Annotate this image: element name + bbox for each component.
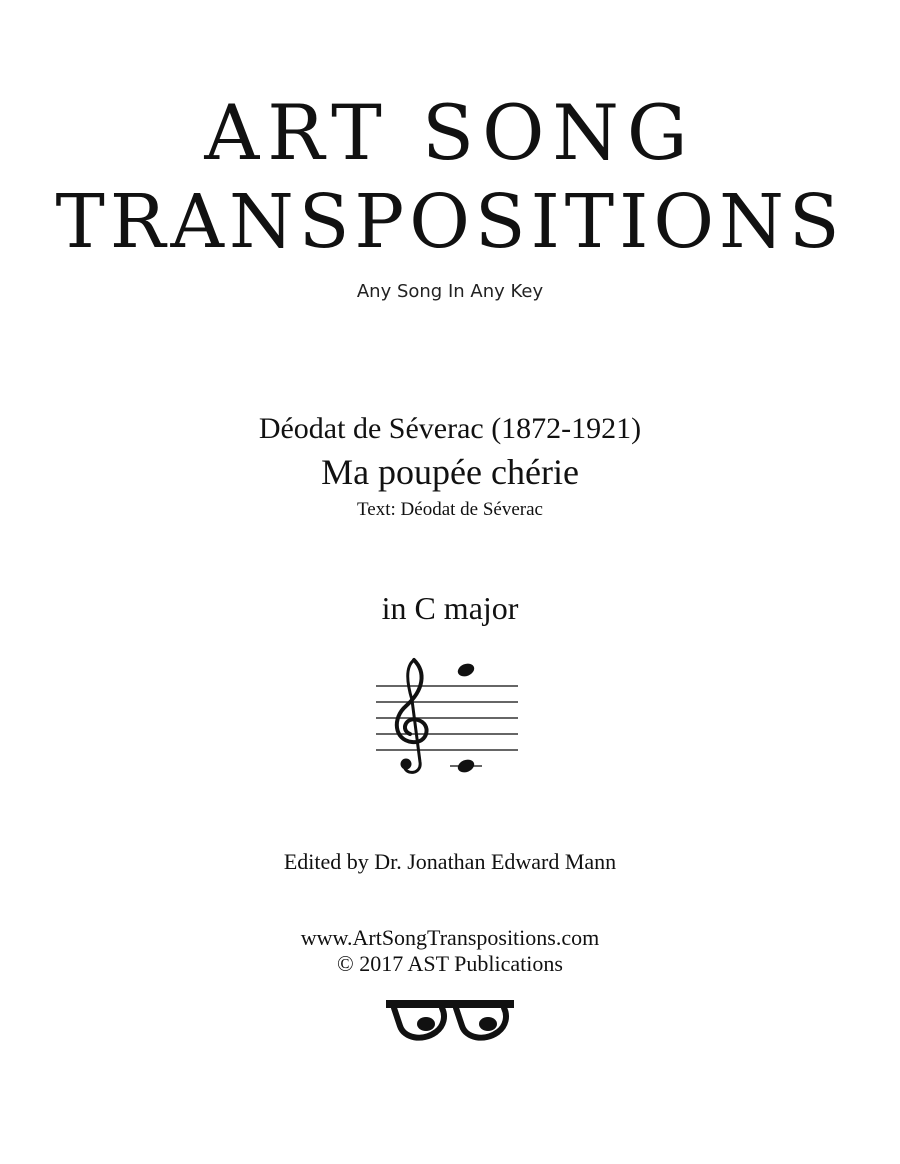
low-note <box>456 757 476 774</box>
vocal-range-staff <box>370 650 530 780</box>
treble-clef-icon <box>397 660 427 772</box>
song-key: in C major <box>381 590 519 626</box>
double-note-logo-icon <box>382 996 518 1046</box>
brand-title-line-2: TRANSPOSITIONS <box>55 179 845 265</box>
copyright-notice: © 2017 AST Publications <box>337 951 563 976</box>
composer-name: Déodat de Séverac (1872-1921) <box>258 412 642 445</box>
brand-title-line-1: ART SONG <box>204 88 696 177</box>
high-note <box>456 661 476 678</box>
text-credit: Text: Déodat de Séverac <box>357 499 543 520</box>
song-title: Ma poupée chérie <box>321 452 579 492</box>
editor-credit: Edited by Dr. Jonathan Edward Mann <box>283 849 617 874</box>
website-url: www.ArtSongTranspositions.com <box>300 925 600 950</box>
brand-tagline: Any Song In Any Key <box>356 281 544 302</box>
